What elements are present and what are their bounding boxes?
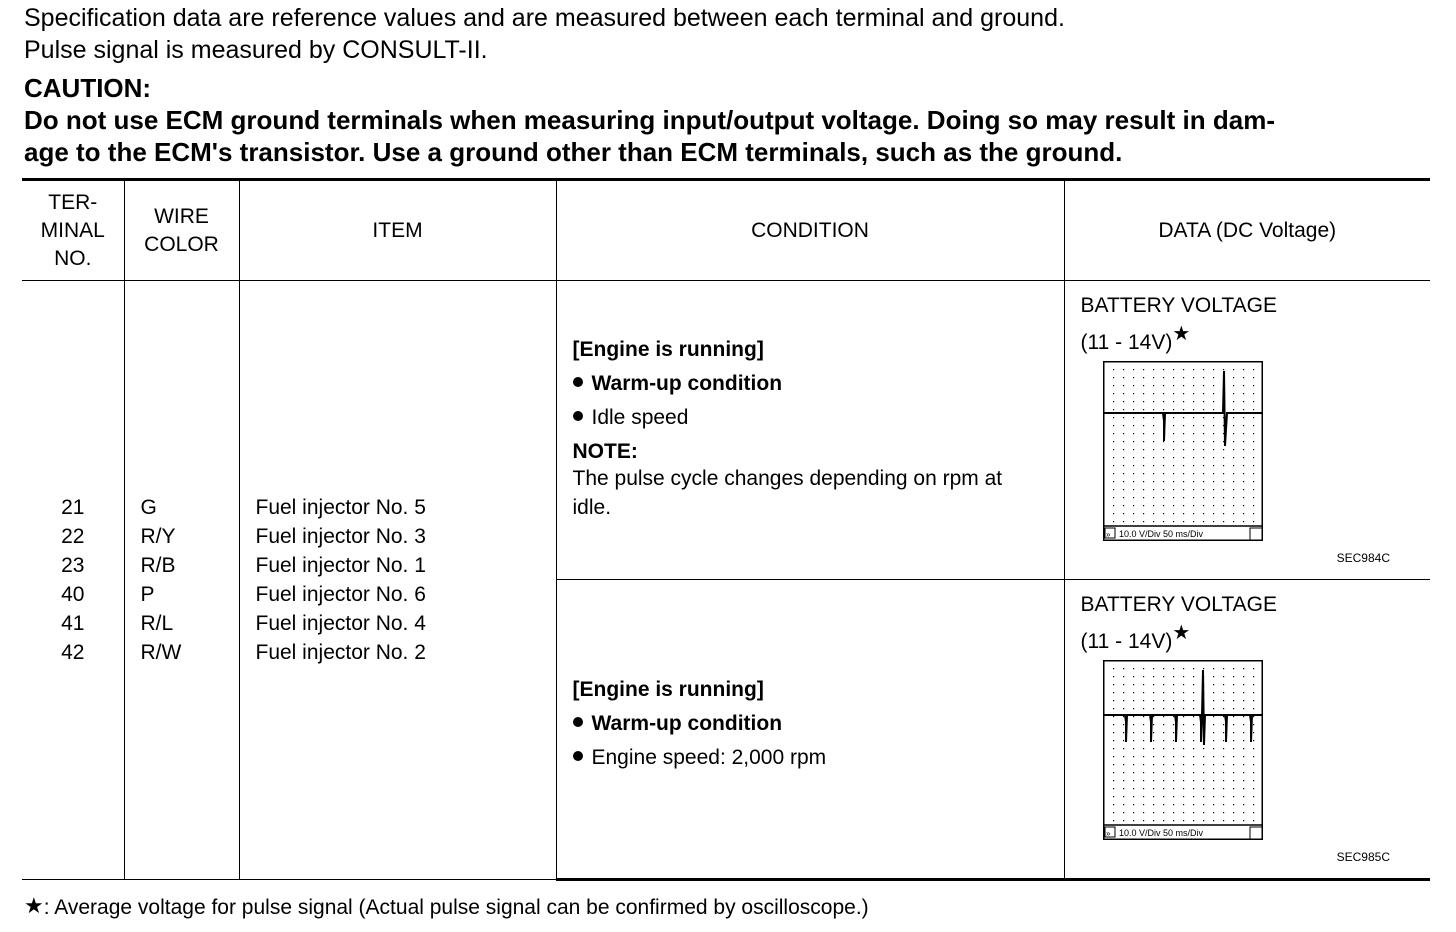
condition-bullet: Warm-up condition: [573, 372, 1054, 396]
condition-cell-idle: [556, 281, 1064, 580]
header-condition: CONDITION: [556, 180, 1064, 281]
item-name: Fuel injector No. 2: [255, 641, 426, 664]
scope-scale-label: 10.0 V/Div 50 ms/Div: [1118, 828, 1203, 838]
terminal-no: 23: [61, 554, 85, 577]
items-cell: [239, 281, 556, 880]
item-name: Fuel injector No. 5: [255, 496, 426, 519]
figure-code: SEC985C: [1336, 850, 1390, 864]
terminal-numbers-cell: [22, 281, 124, 880]
condition-cell-2000rpm: [556, 580, 1064, 880]
header-terminal-no: TER- MINAL NO.: [22, 180, 124, 281]
ecm-terminal-table: [22, 178, 1430, 881]
wire-color: R/W: [140, 641, 182, 664]
header-item: ITEM: [239, 180, 556, 281]
star-icon: ★: [1172, 323, 1191, 345]
condition-heading: [Engine is running]: [572, 678, 764, 701]
condition-bullet: Idle speed: [573, 406, 1054, 430]
bullet-dot-icon: [573, 411, 583, 421]
note-text-line-1: The pulse cycle changes depending on rpm at: [572, 467, 1003, 490]
oscilloscope-waveform-2000rpm: [1103, 660, 1263, 840]
data-label: BATTERY VOLTAGE: [1080, 593, 1277, 616]
data-range: (11 - 14V): [1080, 630, 1173, 653]
wire-color: P: [140, 583, 155, 606]
data-label: BATTERY VOLTAGE: [1080, 294, 1277, 317]
svg-text:»: »: [1105, 829, 1110, 838]
star-icon: ★: [24, 893, 44, 918]
wire-color: R/Y: [140, 525, 176, 548]
footnote-text: : Average voltage for pulse signal (Actual pulse signal can be confirmed by oscilloscope.): [43, 896, 869, 919]
item-name: Fuel injector No. 4: [255, 612, 426, 635]
bullet-dot-icon: [573, 751, 583, 761]
star-icon: ★: [1172, 622, 1191, 644]
bullet-dot-icon: [573, 377, 583, 387]
footnote: [24, 894, 869, 920]
condition-heading: [Engine is running]: [572, 338, 764, 361]
caution-block: [24, 72, 1434, 168]
terminal-no: 41: [61, 612, 85, 635]
item-name: Fuel injector No. 3: [255, 525, 426, 548]
header-data: DATA (DC Voltage): [1064, 180, 1430, 281]
data-cell-2000rpm: [1064, 580, 1430, 880]
figure-code: SEC984C: [1336, 551, 1390, 565]
caution-title: CAUTION:: [24, 73, 152, 103]
terminal-no: 21: [61, 496, 85, 519]
condition-bullet: Warm-up condition: [573, 712, 1054, 736]
item-name: Fuel injector No. 1: [255, 554, 426, 577]
intro-line-2: Pulse signal is measured by CONSULT-II.: [24, 36, 488, 64]
wire-color: R/L: [140, 612, 174, 635]
scope-scale-label: 10.0 V/Div 50 ms/Div: [1118, 529, 1203, 539]
wire-colors-cell: [124, 281, 239, 880]
terminal-no: 42: [61, 641, 85, 664]
wire-color: G: [140, 496, 157, 519]
bullet-dot-icon: [573, 717, 583, 727]
data-cell-idle: [1064, 281, 1430, 580]
terminal-no: 40: [61, 583, 85, 606]
data-range: (11 - 14V): [1080, 331, 1173, 354]
terminal-no: 22: [61, 525, 85, 548]
wire-color: R/B: [140, 554, 176, 577]
svg-text:»: »: [1105, 530, 1110, 539]
item-name: Fuel injector No. 6: [255, 583, 426, 606]
intro-line-1: Specification data are reference values and are measured between each terminal and ground.: [24, 4, 1065, 32]
condition-bullet: Engine speed: 2,000 rpm: [573, 746, 1054, 770]
note-text-line-2: idle.: [572, 496, 612, 519]
note-heading: NOTE:: [572, 440, 638, 463]
header-wire-color: WIRE COLOR: [124, 180, 239, 281]
caution-body-line-2: age to the ECM's transistor. Use a ground other than ECM terminals, such as the ground.: [24, 137, 1123, 167]
caution-body-line-1: Do not use ECM ground terminals when measuring input/output voltage. Doing so may result in dam-: [24, 105, 1275, 135]
oscilloscope-waveform-idle: [1103, 361, 1263, 541]
intro-text: [24, 2, 1065, 66]
